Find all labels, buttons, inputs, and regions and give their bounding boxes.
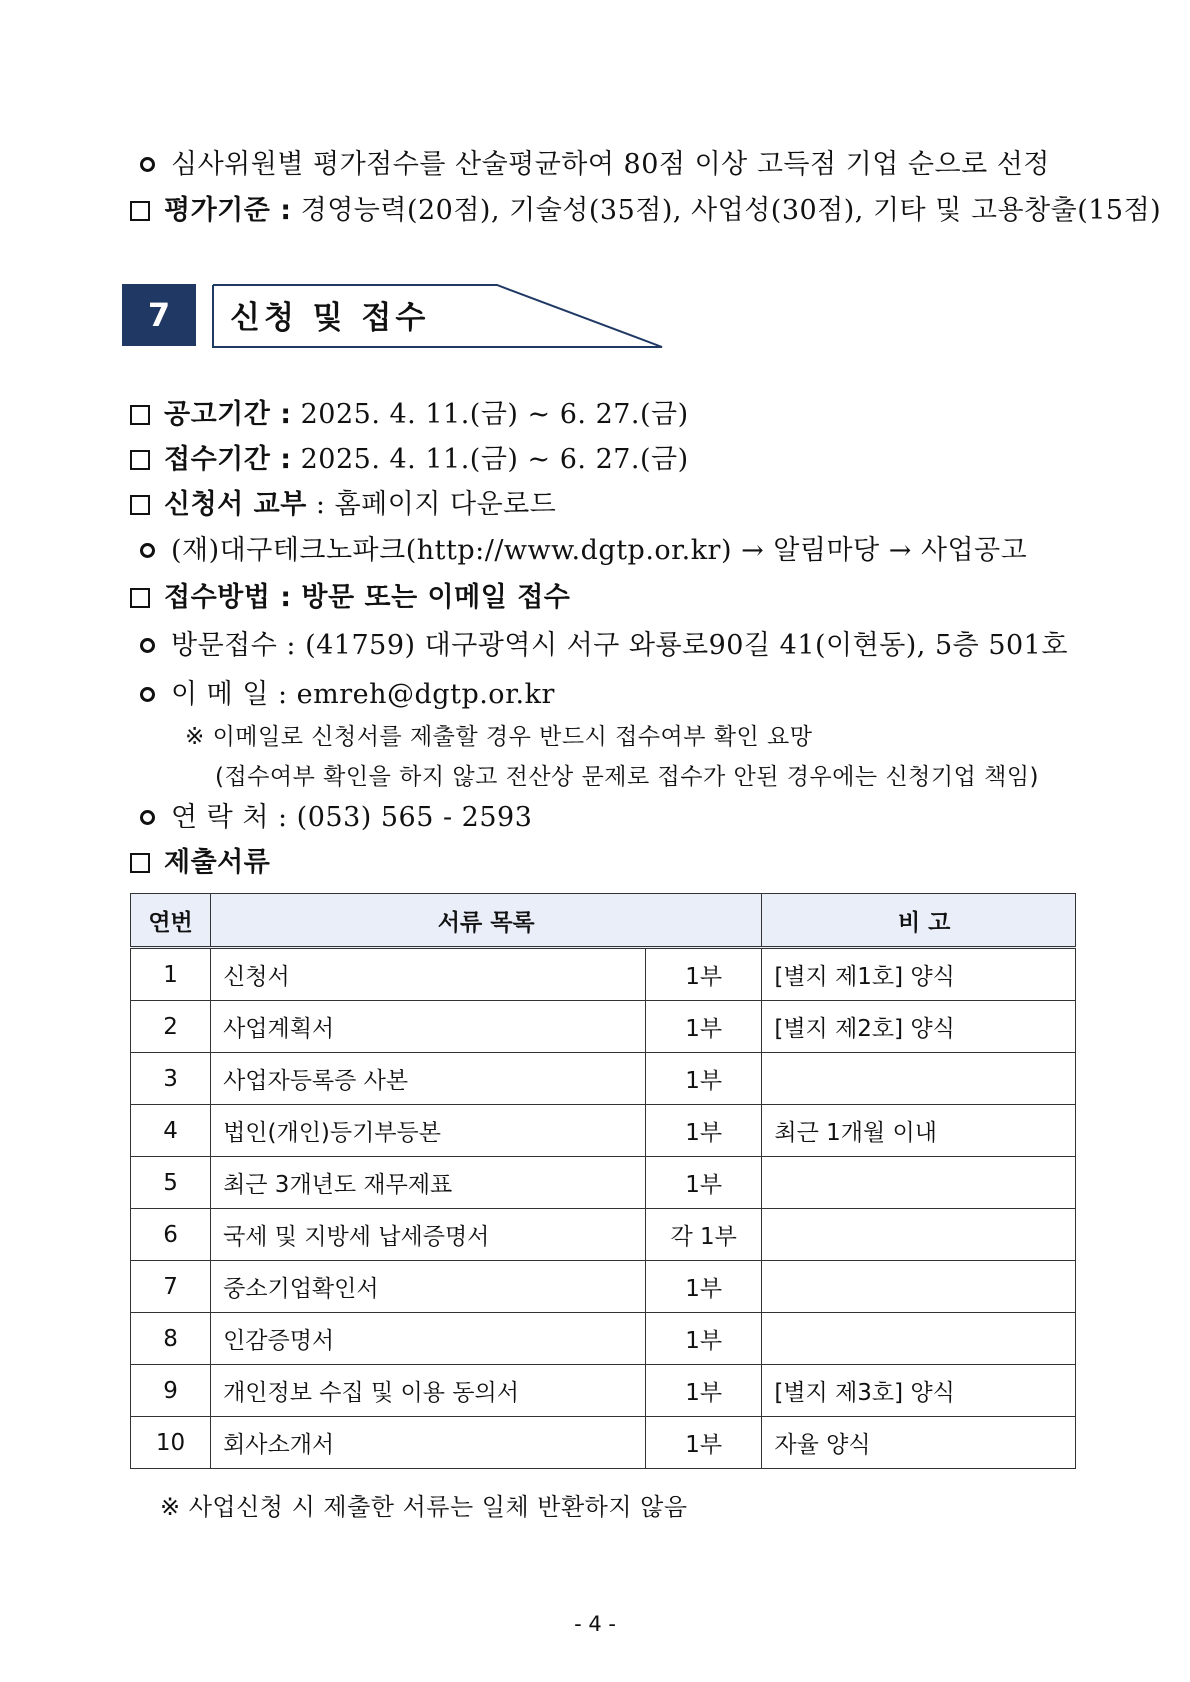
document-remarks bbox=[762, 1313, 1076, 1365]
document-remarks: [별지 제3호] 양식 bbox=[762, 1365, 1076, 1417]
email-note-detail: (접수여부 확인을 하지 않고 전산상 문제로 접수가 안된 경우에는 신청기업 책임) bbox=[215, 764, 1040, 790]
row-number: 9 bbox=[131, 1365, 211, 1417]
document-quantity: 1부 bbox=[645, 1053, 761, 1105]
document-name: 사업자등록증 사본 bbox=[211, 1053, 646, 1105]
document-name: 회사소개서 bbox=[211, 1417, 646, 1469]
table-row bbox=[131, 948, 1076, 1001]
row-number: 4 bbox=[131, 1105, 211, 1157]
table-row bbox=[131, 1157, 1076, 1209]
document-quantity: 1부 bbox=[645, 1417, 761, 1469]
document-name: 중소기업확인서 bbox=[211, 1261, 646, 1313]
row-number: 2 bbox=[131, 1001, 211, 1053]
square-bullet-icon bbox=[130, 588, 150, 608]
visit-receipt-line: 방문접수 : (41759) 대구광역시 서구 와룡로90길 41(이현동), 5층 501호 bbox=[140, 623, 1068, 662]
row-number: 6 bbox=[131, 1209, 211, 1261]
document-quantity: 1부 bbox=[645, 948, 761, 1001]
submission-documents-table bbox=[130, 893, 1076, 1469]
footnote: ※ 사업신청 시 제출한 서류는 일체 반환하지 않음 bbox=[160, 1493, 688, 1521]
square-bullet-icon bbox=[130, 495, 150, 515]
document-quantity: 1부 bbox=[645, 1261, 761, 1313]
row-number: 8 bbox=[131, 1313, 211, 1365]
document-remarks bbox=[762, 1261, 1076, 1313]
document-quantity: 1부 bbox=[645, 1001, 761, 1053]
document-quantity: 1부 bbox=[645, 1313, 761, 1365]
document-name: 개인정보 수집 및 이용 동의서 bbox=[211, 1365, 646, 1417]
form-distribution-line: 신청서 교부 : 홈페이지 다운로드 bbox=[130, 482, 556, 521]
row-number: 10 bbox=[131, 1417, 211, 1469]
form-download-detail: (재)대구테크노파크(http://www.dgtp.or.kr) → 알림마당 → 사업공고 bbox=[140, 528, 1027, 567]
table-row bbox=[131, 1261, 1076, 1313]
square-bullet-icon bbox=[130, 450, 150, 470]
document-remarks: [별지 제2호] 양식 bbox=[762, 1001, 1076, 1053]
document-quantity: 1부 bbox=[645, 1365, 761, 1417]
notice-period-line: 공고기간 : 2025. 4. 11.(금) ~ 6. 27.(금) bbox=[130, 392, 689, 431]
circle-bullet-icon bbox=[140, 543, 155, 558]
square-bullet-icon bbox=[130, 201, 150, 221]
document-name: 신청서 bbox=[211, 948, 646, 1001]
table-header-row bbox=[131, 894, 1076, 948]
document-remarks: 최근 1개월 이내 bbox=[762, 1105, 1076, 1157]
document-name: 최근 3개년도 재무제표 bbox=[211, 1157, 646, 1209]
document-name: 인감증명서 bbox=[211, 1313, 646, 1365]
document-remarks bbox=[762, 1157, 1076, 1209]
row-number: 5 bbox=[131, 1157, 211, 1209]
circle-bullet-icon bbox=[140, 157, 155, 172]
header-number: 연번 bbox=[131, 894, 211, 948]
table-row bbox=[131, 1053, 1076, 1105]
receipt-method-line: 접수방법 : 방문 또는 이메일 접수 bbox=[130, 575, 570, 614]
submission-docs-line: 제출서류 bbox=[130, 840, 270, 879]
section-number: 7 bbox=[122, 284, 196, 346]
table-row bbox=[131, 1313, 1076, 1365]
row-number: 3 bbox=[131, 1053, 211, 1105]
table-row bbox=[131, 1209, 1076, 1261]
header-document-list: 서류 목록 bbox=[211, 894, 762, 948]
table-row bbox=[131, 1105, 1076, 1157]
square-bullet-icon bbox=[130, 405, 150, 425]
table-row bbox=[131, 1417, 1076, 1469]
page-number: - 4 - bbox=[574, 1612, 616, 1636]
document-name: 사업계획서 bbox=[211, 1001, 646, 1053]
row-number: 7 bbox=[131, 1261, 211, 1313]
criteria-selection-line: 심사위원별 평가점수를 산술평균하여 80점 이상 고득점 기업 순으로 선정 bbox=[140, 142, 1050, 181]
email-line: 이 메 일 : emreh@dgtp.or.kr bbox=[140, 672, 555, 711]
email-note: ※ 이메일로 신청서를 제출할 경우 반드시 접수여부 확인 요망 bbox=[185, 724, 813, 750]
square-bullet-icon bbox=[130, 853, 150, 873]
document-name: 법인(개인)등기부등본 bbox=[211, 1105, 646, 1157]
document-remarks bbox=[762, 1209, 1076, 1261]
contact-line: 연 락 처 : (053) 565 - 2593 bbox=[140, 795, 532, 834]
circle-bullet-icon bbox=[140, 638, 155, 653]
header-remarks: 비 고 bbox=[762, 894, 1076, 948]
circle-bullet-icon bbox=[140, 810, 155, 825]
evaluation-criteria-line: 평가기준 : 경영능력(20점), 기술성(35점), 사업성(30점), 기타 및 고용창출(15점) bbox=[130, 188, 1161, 227]
document-remarks bbox=[762, 1053, 1076, 1105]
document-remarks: [별지 제1호] 양식 bbox=[762, 948, 1076, 1001]
table-row bbox=[131, 1001, 1076, 1053]
document-remarks: 자율 양식 bbox=[762, 1417, 1076, 1469]
table-row bbox=[131, 1365, 1076, 1417]
document-quantity: 1부 bbox=[645, 1157, 761, 1209]
document-quantity: 각 1부 bbox=[645, 1209, 761, 1261]
row-number: 1 bbox=[131, 948, 211, 1001]
receipt-period-line: 접수기간 : 2025. 4. 11.(금) ~ 6. 27.(금) bbox=[130, 437, 689, 476]
section-title: 신청 및 접수 bbox=[230, 300, 430, 336]
circle-bullet-icon bbox=[140, 687, 155, 702]
document-name: 국세 및 지방세 납세증명서 bbox=[211, 1209, 646, 1261]
document-quantity: 1부 bbox=[645, 1105, 761, 1157]
